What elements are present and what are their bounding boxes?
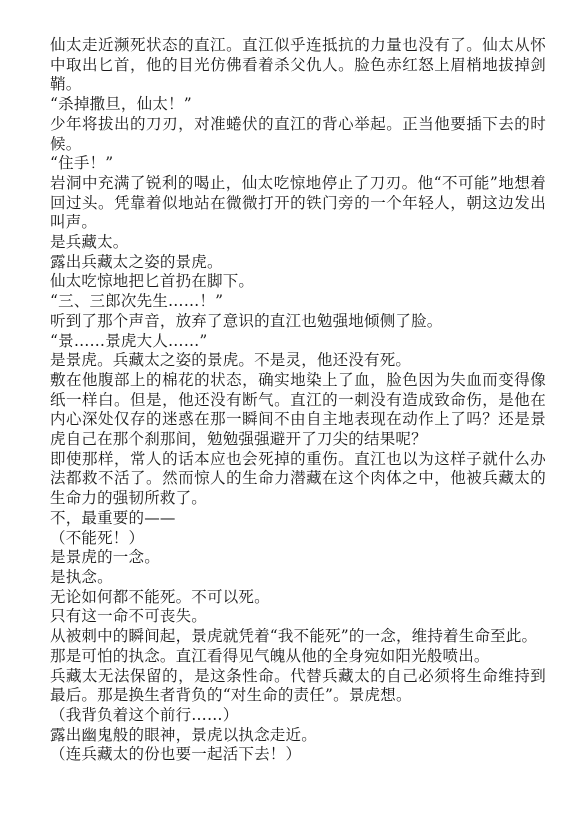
paragraph: （我背负着这个前行……） (50, 705, 239, 724)
paragraph: “杀掉撒旦，仙太！” (50, 95, 192, 114)
paragraph: 是执念。 (50, 567, 113, 586)
paragraph: 仙太吃惊地把匕首扔在脚下。 (50, 272, 255, 291)
paragraph: 无论如何都不能死。不可以死。 (50, 587, 270, 606)
paragraph: 露出幽鬼般的眼神，景虎以执念走近。 (50, 725, 317, 744)
paragraph: 不，最重要的—— (50, 508, 176, 527)
paragraph: 即使那样，常人的话本应也会死掉的重伤。直江也以为这样子就什么办法都救不活了。然而惊人的生命力潜藏在这个肉体之中，他被兵藏太的生命力的强韧所救了。 (50, 449, 546, 508)
paragraph: 敷在他腹部上的棉花的状态，确实地染上了血，脸色因为失血而变得像纸一样白。但是，他还没有断气。直江的一刺没有造成致命伤，是他在内心深处仅存的迷惑在那一瞬间不由自主地表现在动作上了吗？还是景虎自己在那个刹那间，勉勉强强避开了刀尖的结果呢？ (50, 370, 546, 449)
paragraph: “景……景虎大人……” (50, 331, 208, 350)
paragraph: 兵藏太无法保留的，是这条性命。代替兵藏太的自己必须将生命维持到最后。那是换生者背负的“对生命的责任”。景虎想。 (50, 666, 546, 705)
paragraph: “住手！” (50, 154, 114, 173)
paragraph: （不能死！） (50, 528, 145, 547)
document-page (50, 36, 546, 765)
paragraph: 仙太走近濒死状态的直江。直江似乎连抵抗的力量也没有了。仙太从怀中取出匕首，他的目光仿佛看着杀父仇人。脸色赤红怒上眉梢地拔掉剑鞘。 (50, 36, 546, 94)
paragraph: 那是可怕的执念。直江看得见气魄从他的全身宛如阳光般喷出。 (50, 646, 490, 665)
paragraph: 是景虎。兵藏太之姿的景虎。不是灵，他还没有死。 (50, 351, 412, 370)
paragraph: 听到了那个声音，放弃了意识的直江也勉强地倾侧了脸。 (50, 311, 443, 330)
paragraph: 少年将拔出的刀刃，对准蜷伏的直江的背心举起。正当他要插下去的时候。 (50, 114, 546, 153)
paragraph: 是景虎的一念。 (50, 548, 160, 567)
paragraph: 露出兵藏太之姿的景虎。 (50, 252, 223, 271)
paragraph: 岩洞中充满了锐利的喝止，仙太吃惊地停止了刀刃。他“不可能”地想着回过头。凭靠着似地站在微微打开的铁门旁的一个年轻人，朝这边发出叫声。 (50, 173, 546, 232)
paragraph: 只有这一命不可丧失。 (50, 607, 208, 626)
paragraph: “三、三郎次先生……！” (50, 292, 224, 311)
paragraph: 是兵藏太。 (50, 233, 129, 252)
paragraph: 从被刺中的瞬间起，景虎就凭着“我不能死”的一念，维持着生命至此。 (50, 627, 538, 646)
paragraph: （连兵藏太的份也要一起活下去！） (50, 745, 302, 764)
